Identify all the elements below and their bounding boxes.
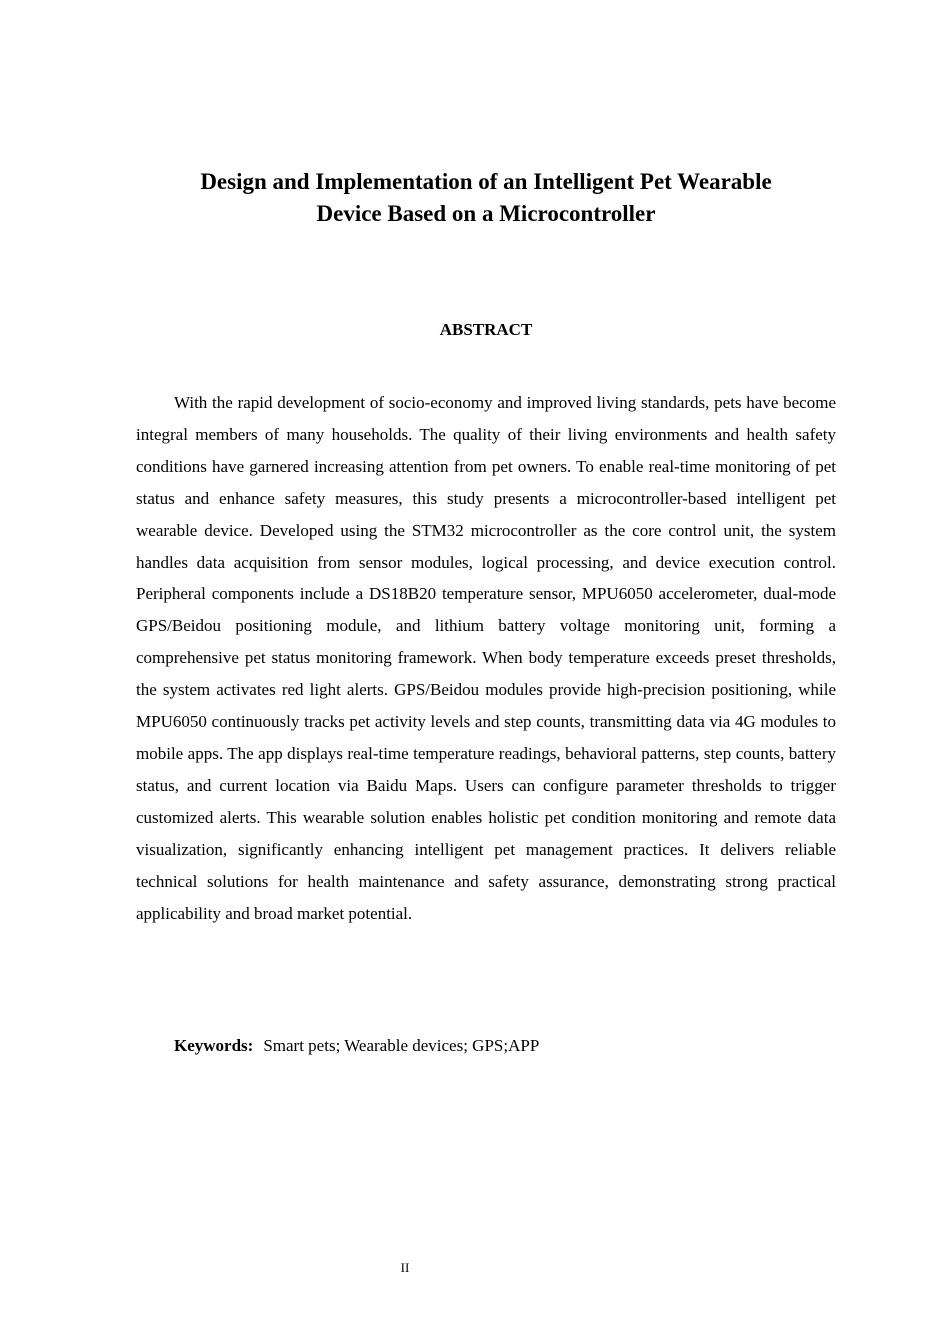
page-number: II	[400, 1260, 410, 1275]
keywords-label: Keywords:	[174, 1036, 254, 1055]
abstract-body: With the rapid development of socio-economy and improved living standards, pets have become integral members of many households. The quality of their living environments and health safety conditions have garnered increasing attention from pet owners. To enable real-time monitoring of pet status and enhance safety measures, this study presents a microcontroller-based intelligent pet wearable device. Developed using the STM32 microcontroller as the core control unit, the system handles data acquisition from sensor modules, logical processing, and device execution control. Peripheral components include a DS18B20 temperature sensor, MPU6050 accelerometer, dual-mode GPS/Beidou positioning module, and lithium battery voltage monitoring unit, forming a comprehensive pet status monitoring framework. When body temperature exceeds preset thresholds, the system activates red light alerts. GPS/Beidou modules provide high-precision positioning, while MPU6050 continuously tracks pet activity levels and step counts, transmitting data via 4G modules to mobile apps. The app displays real-time temperature readings, behavioral patterns, step counts, battery status, and current location via Baidu Maps. Users can configure parameter thresholds to trigger customized alerts. This wearable solution enables holistic pet condition monitoring and remote data visualization, significantly enhancing intelligent pet management practices. It delivers reliable technical solutions for health maintenance and safety assurance, demonstrating strong practical applicability and broad market potential.	[136, 393, 836, 923]
keywords-value: Smart pets; Wearable devices; GPS;APP	[263, 1036, 540, 1055]
paper-title	[136, 166, 836, 230]
paper-title-line-2: Device Based on a Microcontroller	[316, 201, 656, 226]
paper-title-line-1: Design and Implementation of an Intelligent Pet Wearable	[200, 169, 772, 194]
abstract-heading: ABSTRACT	[439, 320, 533, 339]
keywords-line	[174, 1034, 836, 1058]
